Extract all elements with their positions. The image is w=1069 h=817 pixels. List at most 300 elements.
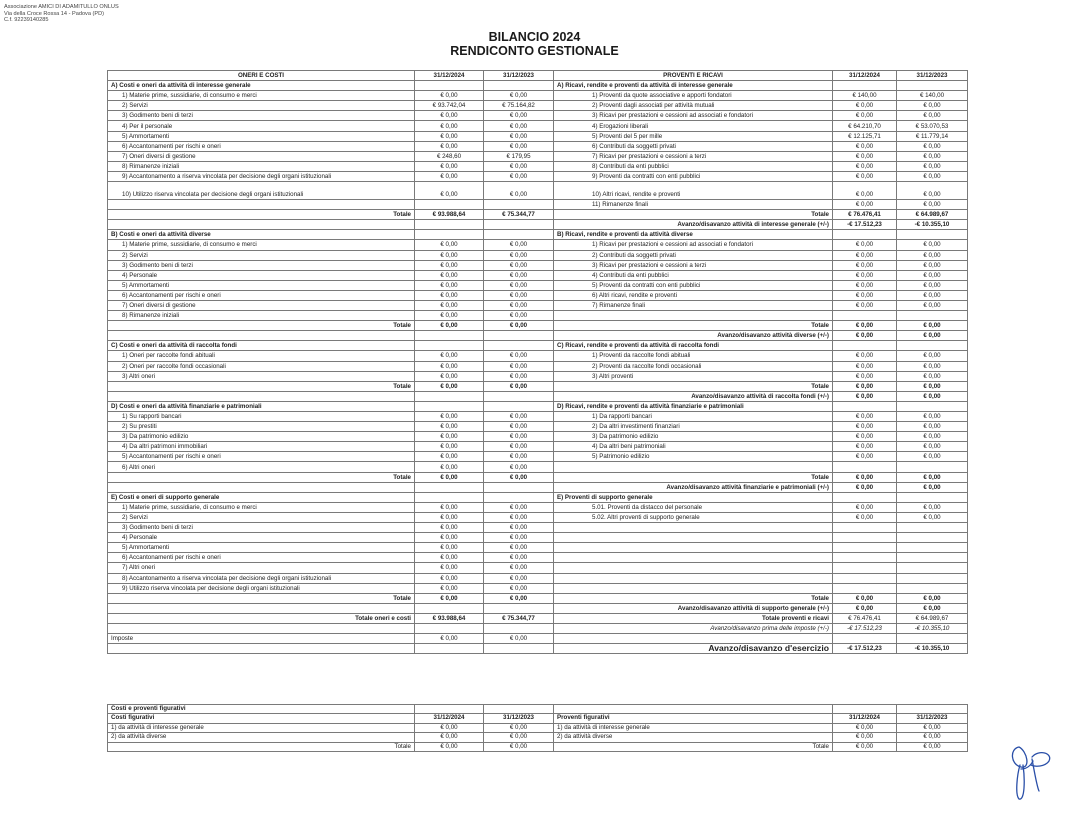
revenue-label: Avanzo/disavanzo attività di supporto generale (+/-) <box>554 603 833 613</box>
cost-label: 2) Oneri per raccolte fondi occasionali <box>108 361 415 371</box>
cost-value-2023 <box>484 81 554 91</box>
cost-value-2023: € 0,00 <box>484 270 554 280</box>
revenue-value-2023 <box>897 533 968 543</box>
cost-value-2024: € 0,00 <box>415 121 484 131</box>
figurative-cost-2024: € 0,00 <box>415 733 484 742</box>
table-row <box>108 131 968 141</box>
revenue-value-2024 <box>833 311 897 321</box>
revenue-value-2023: -€ 10.355,10 <box>897 220 968 230</box>
revenue-value-2023: € 0,00 <box>897 331 968 341</box>
cost-label: 3) Godimento beni di terzi <box>108 111 415 121</box>
figurative-revenues-total-2023: € 0,00 <box>897 742 968 751</box>
cost-value-2024 <box>415 230 484 240</box>
revenue-label: A) Ricavi, rendite e proventi da attività di interesse generale <box>554 81 833 91</box>
revenue-value-2024: € 0,00 <box>833 422 897 432</box>
figurative-row <box>108 723 968 732</box>
cost-value-2024: € 0,00 <box>415 141 484 151</box>
revenue-value-2023: € 0,00 <box>897 593 968 603</box>
revenue-value-2024: € 0,00 <box>833 151 897 161</box>
cost-value-2023: € 0,00 <box>484 563 554 573</box>
cost-value-2024: € 248,60 <box>415 151 484 161</box>
cost-value-2023: € 75.164,82 <box>484 101 554 111</box>
table-row <box>108 361 968 371</box>
cost-value-2024: € 0,00 <box>415 131 484 141</box>
cost-value-2023: € 0,00 <box>484 321 554 331</box>
revenue-value-2024: € 0,00 <box>833 300 897 310</box>
cost-label: 1) Materie prime, sussidiarie, di consumo e merci <box>108 240 415 250</box>
cost-label: 9) Accantonamento a riserva vincolata per decisione degli organi istituzionali <box>108 171 415 181</box>
revenue-value-2023: € 0,00 <box>897 171 968 181</box>
figurative-costs-2023-header: 31/12/2023 <box>484 714 554 723</box>
cost-label <box>108 331 415 341</box>
revenue-value-2024: € 0,00 <box>833 240 897 250</box>
revenue-label <box>554 553 833 563</box>
revenue-value-2023: € 0,00 <box>897 472 968 482</box>
costs-2023-header: 31/12/2023 <box>484 71 554 81</box>
table-row <box>108 634 968 644</box>
table-row <box>108 250 968 260</box>
cost-label: 8) Rimanenze iniziali <box>108 311 415 321</box>
revenue-value-2024 <box>833 523 897 533</box>
cost-value-2024: € 0,00 <box>415 321 484 331</box>
revenue-label: 5.01. Proventi da distacco del personale <box>554 502 833 512</box>
cost-value-2024: € 0,00 <box>415 240 484 250</box>
revenue-label: Totale <box>554 472 833 482</box>
revenue-label: 2) Contributi da soggetti privati <box>554 250 833 260</box>
empty-cell <box>484 705 554 714</box>
cost-value-2024 <box>415 81 484 91</box>
cost-label: 6) Altri oneri <box>108 462 415 472</box>
cost-label: 7) Oneri diversi di gestione <box>108 300 415 310</box>
revenue-label: 3) Ricavi per prestazioni e cessioni ad associati e fondatori <box>554 111 833 121</box>
revenue-label: Totale <box>554 381 833 391</box>
organization-header <box>4 4 119 24</box>
cost-value-2024: € 0,00 <box>415 593 484 603</box>
revenue-value-2024: € 0,00 <box>833 200 897 210</box>
revenue-label <box>554 533 833 543</box>
revenue-value-2024: € 0,00 <box>833 290 897 300</box>
cost-label: 1) Oneri per raccolte fondi abituali <box>108 351 415 361</box>
table-row <box>108 482 968 492</box>
revenue-value-2024 <box>833 401 897 411</box>
revenue-value-2024: € 0,00 <box>833 182 897 200</box>
cost-value-2024 <box>415 341 484 351</box>
revenue-value-2023 <box>897 311 968 321</box>
revenue-label: 11) Rimanenze finali <box>554 200 833 210</box>
revenue-value-2024: € 0,00 <box>833 482 897 492</box>
cost-value-2023: € 0,00 <box>484 533 554 543</box>
figurative-row <box>108 733 968 742</box>
cost-label <box>108 391 415 401</box>
revenue-label: B) Ricavi, rendite e proventi da attività diverse <box>554 230 833 240</box>
revenue-value-2024: € 0,00 <box>833 101 897 111</box>
revenue-value-2023 <box>897 462 968 472</box>
revenue-label <box>554 523 833 533</box>
revenue-value-2024 <box>833 462 897 472</box>
table-row <box>108 543 968 553</box>
revenue-value-2024: € 0,00 <box>833 161 897 171</box>
cost-value-2023: € 0,00 <box>484 472 554 482</box>
revenue-value-2024: € 0,00 <box>833 603 897 613</box>
cost-label <box>108 644 415 654</box>
revenue-label: 5.02. Altri proventi di supporto generale <box>554 512 833 522</box>
revenue-label: Totale <box>554 593 833 603</box>
cost-value-2024: € 0,00 <box>415 502 484 512</box>
cost-value-2023 <box>484 391 554 401</box>
cost-value-2023 <box>484 623 554 633</box>
cost-value-2024: € 0,00 <box>415 523 484 533</box>
cost-value-2024: € 0,00 <box>415 111 484 121</box>
revenue-value-2024: € 0,00 <box>833 412 897 422</box>
table-row <box>108 111 968 121</box>
revenue-value-2023 <box>897 341 968 351</box>
cost-value-2024: € 0,00 <box>415 563 484 573</box>
cost-value-2023 <box>484 200 554 210</box>
cost-value-2023: € 0,00 <box>484 412 554 422</box>
revenue-value-2024: € 0,00 <box>833 351 897 361</box>
cost-value-2024: € 0,00 <box>415 553 484 563</box>
revenue-value-2024: -€ 17.512,23 <box>833 623 897 633</box>
cost-value-2024: € 0,00 <box>415 512 484 522</box>
cost-value-2023: € 0,00 <box>484 121 554 131</box>
cost-value-2024 <box>415 391 484 401</box>
table-row <box>108 371 968 381</box>
cost-value-2024 <box>415 492 484 502</box>
revenue-value-2024: € 0,00 <box>833 472 897 482</box>
table-row <box>108 171 968 181</box>
revenue-value-2024: € 0,00 <box>833 432 897 442</box>
cost-value-2023 <box>484 603 554 613</box>
table-row <box>108 81 968 91</box>
cost-label: 4) Personale <box>108 533 415 543</box>
revenue-value-2024: € 0,00 <box>833 371 897 381</box>
cost-value-2023: € 0,00 <box>484 351 554 361</box>
cost-label: 4) Per il personale <box>108 121 415 131</box>
revenue-value-2023: € 0,00 <box>897 422 968 432</box>
cost-label: Totale <box>108 210 415 220</box>
table-row <box>108 422 968 432</box>
table-row <box>108 603 968 613</box>
revenues-header: PROVENTI E RICAVI <box>554 71 833 81</box>
revenue-value-2023: -€ 10.355,10 <box>897 623 968 633</box>
figurative-revenues-total-2024: € 0,00 <box>833 742 897 751</box>
table-row <box>108 321 968 331</box>
document-title <box>0 30 1069 58</box>
cost-label: Imposte <box>108 634 415 644</box>
cost-value-2024: € 0,00 <box>415 361 484 371</box>
cost-value-2023: € 0,00 <box>484 523 554 533</box>
cost-label: 5) Ammortamenti <box>108 543 415 553</box>
cost-value-2024 <box>415 623 484 633</box>
figurative-revenues-total-label: Totale <box>554 742 833 751</box>
title-line-2: RENDICONTO GESTIONALE <box>450 44 619 58</box>
cost-value-2024: € 0,00 <box>415 351 484 361</box>
figurative-revenue-2024: € 0,00 <box>833 723 897 732</box>
revenue-label: 10) Altri ricavi, rendite e proventi <box>554 182 833 200</box>
cost-value-2023: € 0,00 <box>484 311 554 321</box>
revenue-value-2024: € 0,00 <box>833 381 897 391</box>
cost-value-2024: € 93.988,64 <box>415 210 484 220</box>
figurative-title: Costi e proventi figurativi <box>108 705 415 714</box>
figurative-cost-label: 1) da attività di interesse generale <box>108 723 415 732</box>
cost-label: 9) Utilizzo riserva vincolata per decisione degli organi istituzionali <box>108 583 415 593</box>
revenue-value-2024 <box>833 533 897 543</box>
revenue-label: 1) Proventi da quote associative e apporti fondatori <box>554 91 833 101</box>
figurative-revenue-2023: € 0,00 <box>897 723 968 732</box>
revenue-value-2023: € 64.989,67 <box>897 613 968 623</box>
revenue-label: Avanzo/disavanzo d'esercizio <box>554 644 833 654</box>
empty-cell <box>833 705 897 714</box>
table-row <box>108 161 968 171</box>
revenue-value-2023: € 0,00 <box>897 321 968 331</box>
cost-label: 8) Rimanenze iniziali <box>108 161 415 171</box>
revenue-value-2023: € 0,00 <box>897 280 968 290</box>
revenues-2023-header: 31/12/2023 <box>897 71 968 81</box>
cost-label <box>108 482 415 492</box>
revenue-value-2024: € 0,00 <box>833 391 897 401</box>
cost-label: 2) Servizi <box>108 101 415 111</box>
cost-value-2023 <box>484 492 554 502</box>
cost-label: 1) Materie prime, sussidiarie, di consumo e merci <box>108 91 415 101</box>
cost-label: C) Costi e oneri da attività di raccolta fondi <box>108 341 415 351</box>
revenue-value-2024 <box>833 230 897 240</box>
cost-value-2023: € 179,95 <box>484 151 554 161</box>
cost-label <box>108 623 415 633</box>
revenue-label: 8) Contributi da enti pubblici <box>554 161 833 171</box>
cost-value-2024: € 0,00 <box>415 452 484 462</box>
cost-label: 3) Godimento beni di terzi <box>108 260 415 270</box>
revenue-value-2024 <box>833 341 897 351</box>
table-row <box>108 442 968 452</box>
revenue-value-2024: € 0,00 <box>833 280 897 290</box>
table-row <box>108 101 968 111</box>
cost-value-2024: € 0,00 <box>415 634 484 644</box>
figurative-costs-2024-header: 31/12/2024 <box>415 714 484 723</box>
revenue-label: 2) Proventi da raccolte fondi occasionali <box>554 361 833 371</box>
revenue-label: Avanzo/disavanzo attività finanziarie e patrimoniali (+/-) <box>554 482 833 492</box>
cost-value-2023 <box>484 644 554 654</box>
cost-value-2024: € 0,00 <box>415 371 484 381</box>
cost-value-2024: € 0,00 <box>415 280 484 290</box>
revenue-value-2023 <box>897 523 968 533</box>
table-row <box>108 512 968 522</box>
revenue-value-2023: € 64.989,67 <box>897 210 968 220</box>
table-row <box>108 381 968 391</box>
cost-value-2023 <box>484 331 554 341</box>
revenue-value-2024: € 0,00 <box>833 270 897 280</box>
revenue-value-2023: € 0,00 <box>897 290 968 300</box>
cost-value-2023 <box>484 401 554 411</box>
cost-value-2023: € 0,00 <box>484 543 554 553</box>
table-row <box>108 523 968 533</box>
revenue-value-2023: € 0,00 <box>897 240 968 250</box>
cost-value-2023 <box>484 230 554 240</box>
figurative-revenues-2024-header: 31/12/2024 <box>833 714 897 723</box>
revenue-value-2024 <box>833 573 897 583</box>
revenue-value-2024: € 0,00 <box>833 260 897 270</box>
cost-value-2023 <box>484 220 554 230</box>
cost-value-2023: € 0,00 <box>484 371 554 381</box>
cost-value-2023: € 0,00 <box>484 91 554 101</box>
cost-value-2024: € 0,00 <box>415 290 484 300</box>
cost-value-2024: € 0,00 <box>415 161 484 171</box>
revenue-value-2024: € 0,00 <box>833 331 897 341</box>
figurative-cost-2024: € 0,00 <box>415 723 484 732</box>
cost-value-2023: € 0,00 <box>484 583 554 593</box>
cost-value-2024 <box>415 644 484 654</box>
revenue-label: 9) Proventi da contratti con enti pubblici <box>554 171 833 181</box>
cost-value-2024: € 93.988,64 <box>415 613 484 623</box>
cost-value-2024: € 0,00 <box>415 182 484 200</box>
table-row <box>108 462 968 472</box>
table-row <box>108 593 968 603</box>
cost-value-2023: € 75.344,77 <box>484 613 554 623</box>
cost-value-2024: € 0,00 <box>415 432 484 442</box>
revenue-value-2023: € 11.779,14 <box>897 131 968 141</box>
revenue-value-2023 <box>897 634 968 644</box>
table-row <box>108 502 968 512</box>
cost-value-2024: € 0,00 <box>415 270 484 280</box>
revenue-value-2024: € 0,00 <box>833 512 897 522</box>
cost-value-2024: € 0,00 <box>415 462 484 472</box>
cost-value-2024 <box>415 401 484 411</box>
figurative-revenue-label: 2) da attività diverse <box>554 733 833 742</box>
table-row <box>108 472 968 482</box>
revenue-value-2024: € 0,00 <box>833 321 897 331</box>
revenue-label <box>554 563 833 573</box>
revenue-label <box>554 573 833 583</box>
revenue-value-2024: € 0,00 <box>833 250 897 260</box>
table-row <box>108 573 968 583</box>
cost-value-2023: € 0,00 <box>484 240 554 250</box>
revenue-value-2023: € 0,00 <box>897 502 968 512</box>
cost-value-2024: € 0,00 <box>415 533 484 543</box>
cost-label: A) Costi e oneri da attività di interesse generale <box>108 81 415 91</box>
table-row <box>108 331 968 341</box>
cost-label: 3) Altri oneri <box>108 371 415 381</box>
cost-label: 4) Da altri patrimoni immobiliari <box>108 442 415 452</box>
revenue-label: Totale proventi e ricavi <box>554 613 833 623</box>
cost-label: 6) Accantonamenti per rischi e oneri <box>108 141 415 151</box>
revenue-value-2024: € 0,00 <box>833 502 897 512</box>
revenue-value-2023: € 0,00 <box>897 141 968 151</box>
cost-label: Totale <box>108 472 415 482</box>
cost-value-2023: € 0,00 <box>484 290 554 300</box>
revenue-value-2023: € 0,00 <box>897 111 968 121</box>
revenue-value-2023 <box>897 230 968 240</box>
revenue-label: E) Proventi di supporto generale <box>554 492 833 502</box>
table-row <box>108 141 968 151</box>
cost-label: 5) Ammortamenti <box>108 131 415 141</box>
cost-value-2024 <box>415 482 484 492</box>
revenue-value-2023: € 0,00 <box>897 300 968 310</box>
cost-value-2023: € 0,00 <box>484 300 554 310</box>
cost-value-2024: € 0,00 <box>415 260 484 270</box>
cost-value-2023: € 0,00 <box>484 111 554 121</box>
empty-cell <box>897 705 968 714</box>
figurative-revenue-label: 1) da attività di interesse generale <box>554 723 833 732</box>
table-row <box>108 351 968 361</box>
revenue-label <box>554 311 833 321</box>
revenue-label: Avanzo/disavanzo attività di raccolta fondi (+/-) <box>554 391 833 401</box>
revenue-value-2024: € 0,00 <box>833 171 897 181</box>
cost-value-2023: € 0,00 <box>484 131 554 141</box>
cost-value-2024: € 0,00 <box>415 250 484 260</box>
revenue-value-2024: € 0,00 <box>833 593 897 603</box>
figurative-title-row <box>108 705 968 714</box>
cost-value-2023: € 0,00 <box>484 502 554 512</box>
cost-value-2023: € 0,00 <box>484 432 554 442</box>
table-row <box>108 220 968 230</box>
revenue-value-2023: € 0,00 <box>897 512 968 522</box>
cost-label: E) Costi e oneri di supporto generale <box>108 492 415 502</box>
revenue-value-2023: € 0,00 <box>897 351 968 361</box>
cost-label: 7) Oneri diversi di gestione <box>108 151 415 161</box>
revenues-2024-header: 31/12/2024 <box>833 71 897 81</box>
cost-value-2024 <box>415 603 484 613</box>
cost-value-2023: € 0,00 <box>484 422 554 432</box>
income-statement-table <box>107 70 968 654</box>
revenue-value-2024 <box>833 492 897 502</box>
revenue-label <box>554 543 833 553</box>
figurative-revenue-2023: € 0,00 <box>897 733 968 742</box>
cost-label: 6) Accantonamenti per rischi e oneri <box>108 290 415 300</box>
revenue-label: 7) Ricavi per prestazioni e cessioni a terzi <box>554 151 833 161</box>
revenue-value-2023: € 53.070,53 <box>897 121 968 131</box>
revenue-value-2023: € 0,00 <box>897 361 968 371</box>
revenue-label: 2) Da altri investimenti finanziari <box>554 422 833 432</box>
revenue-value-2023: € 0,00 <box>897 371 968 381</box>
revenue-label: 6) Contributi da soggetti privati <box>554 141 833 151</box>
revenue-label: 4) Contributi da enti pubblici <box>554 270 833 280</box>
revenue-label <box>554 583 833 593</box>
cost-value-2024 <box>415 200 484 210</box>
revenue-label: 3) Da patrimonio edilizio <box>554 432 833 442</box>
revenue-label: Totale <box>554 321 833 331</box>
revenue-value-2023: € 0,00 <box>897 391 968 401</box>
cost-value-2023 <box>484 482 554 492</box>
table-row <box>108 270 968 280</box>
table-row <box>108 412 968 422</box>
revenue-value-2023 <box>897 492 968 502</box>
revenue-label: C) Ricavi, rendite e proventi da attività di raccolta fondi <box>554 341 833 351</box>
cost-value-2024: € 0,00 <box>415 311 484 321</box>
revenue-label: 4) Erogazioni liberali <box>554 121 833 131</box>
revenue-label: 1) Da rapporti bancari <box>554 412 833 422</box>
figurative-revenues-header: Proventi figurativi <box>554 714 833 723</box>
signature-icon <box>1005 735 1055 805</box>
cost-value-2023: € 0,00 <box>484 182 554 200</box>
cost-value-2024: € 0,00 <box>415 171 484 181</box>
cost-value-2024: € 0,00 <box>415 583 484 593</box>
revenue-value-2024: € 12.125,71 <box>833 131 897 141</box>
cost-value-2024: € 0,00 <box>415 412 484 422</box>
cost-value-2023: € 0,00 <box>484 512 554 522</box>
org-tax-code: C.f. 92239140285 <box>4 17 49 24</box>
revenue-value-2023: € 0,00 <box>897 260 968 270</box>
revenue-value-2024: € 0,00 <box>833 442 897 452</box>
revenue-label: Totale <box>554 210 833 220</box>
cost-value-2023: € 0,00 <box>484 452 554 462</box>
cost-value-2023: € 0,00 <box>484 280 554 290</box>
cost-value-2024: € 0,00 <box>415 91 484 101</box>
cost-label <box>108 200 415 210</box>
table-row <box>108 613 968 623</box>
cost-value-2023: € 0,00 <box>484 141 554 151</box>
table-row <box>108 432 968 442</box>
cost-value-2023: € 0,00 <box>484 161 554 171</box>
cost-value-2023: € 0,00 <box>484 573 554 583</box>
